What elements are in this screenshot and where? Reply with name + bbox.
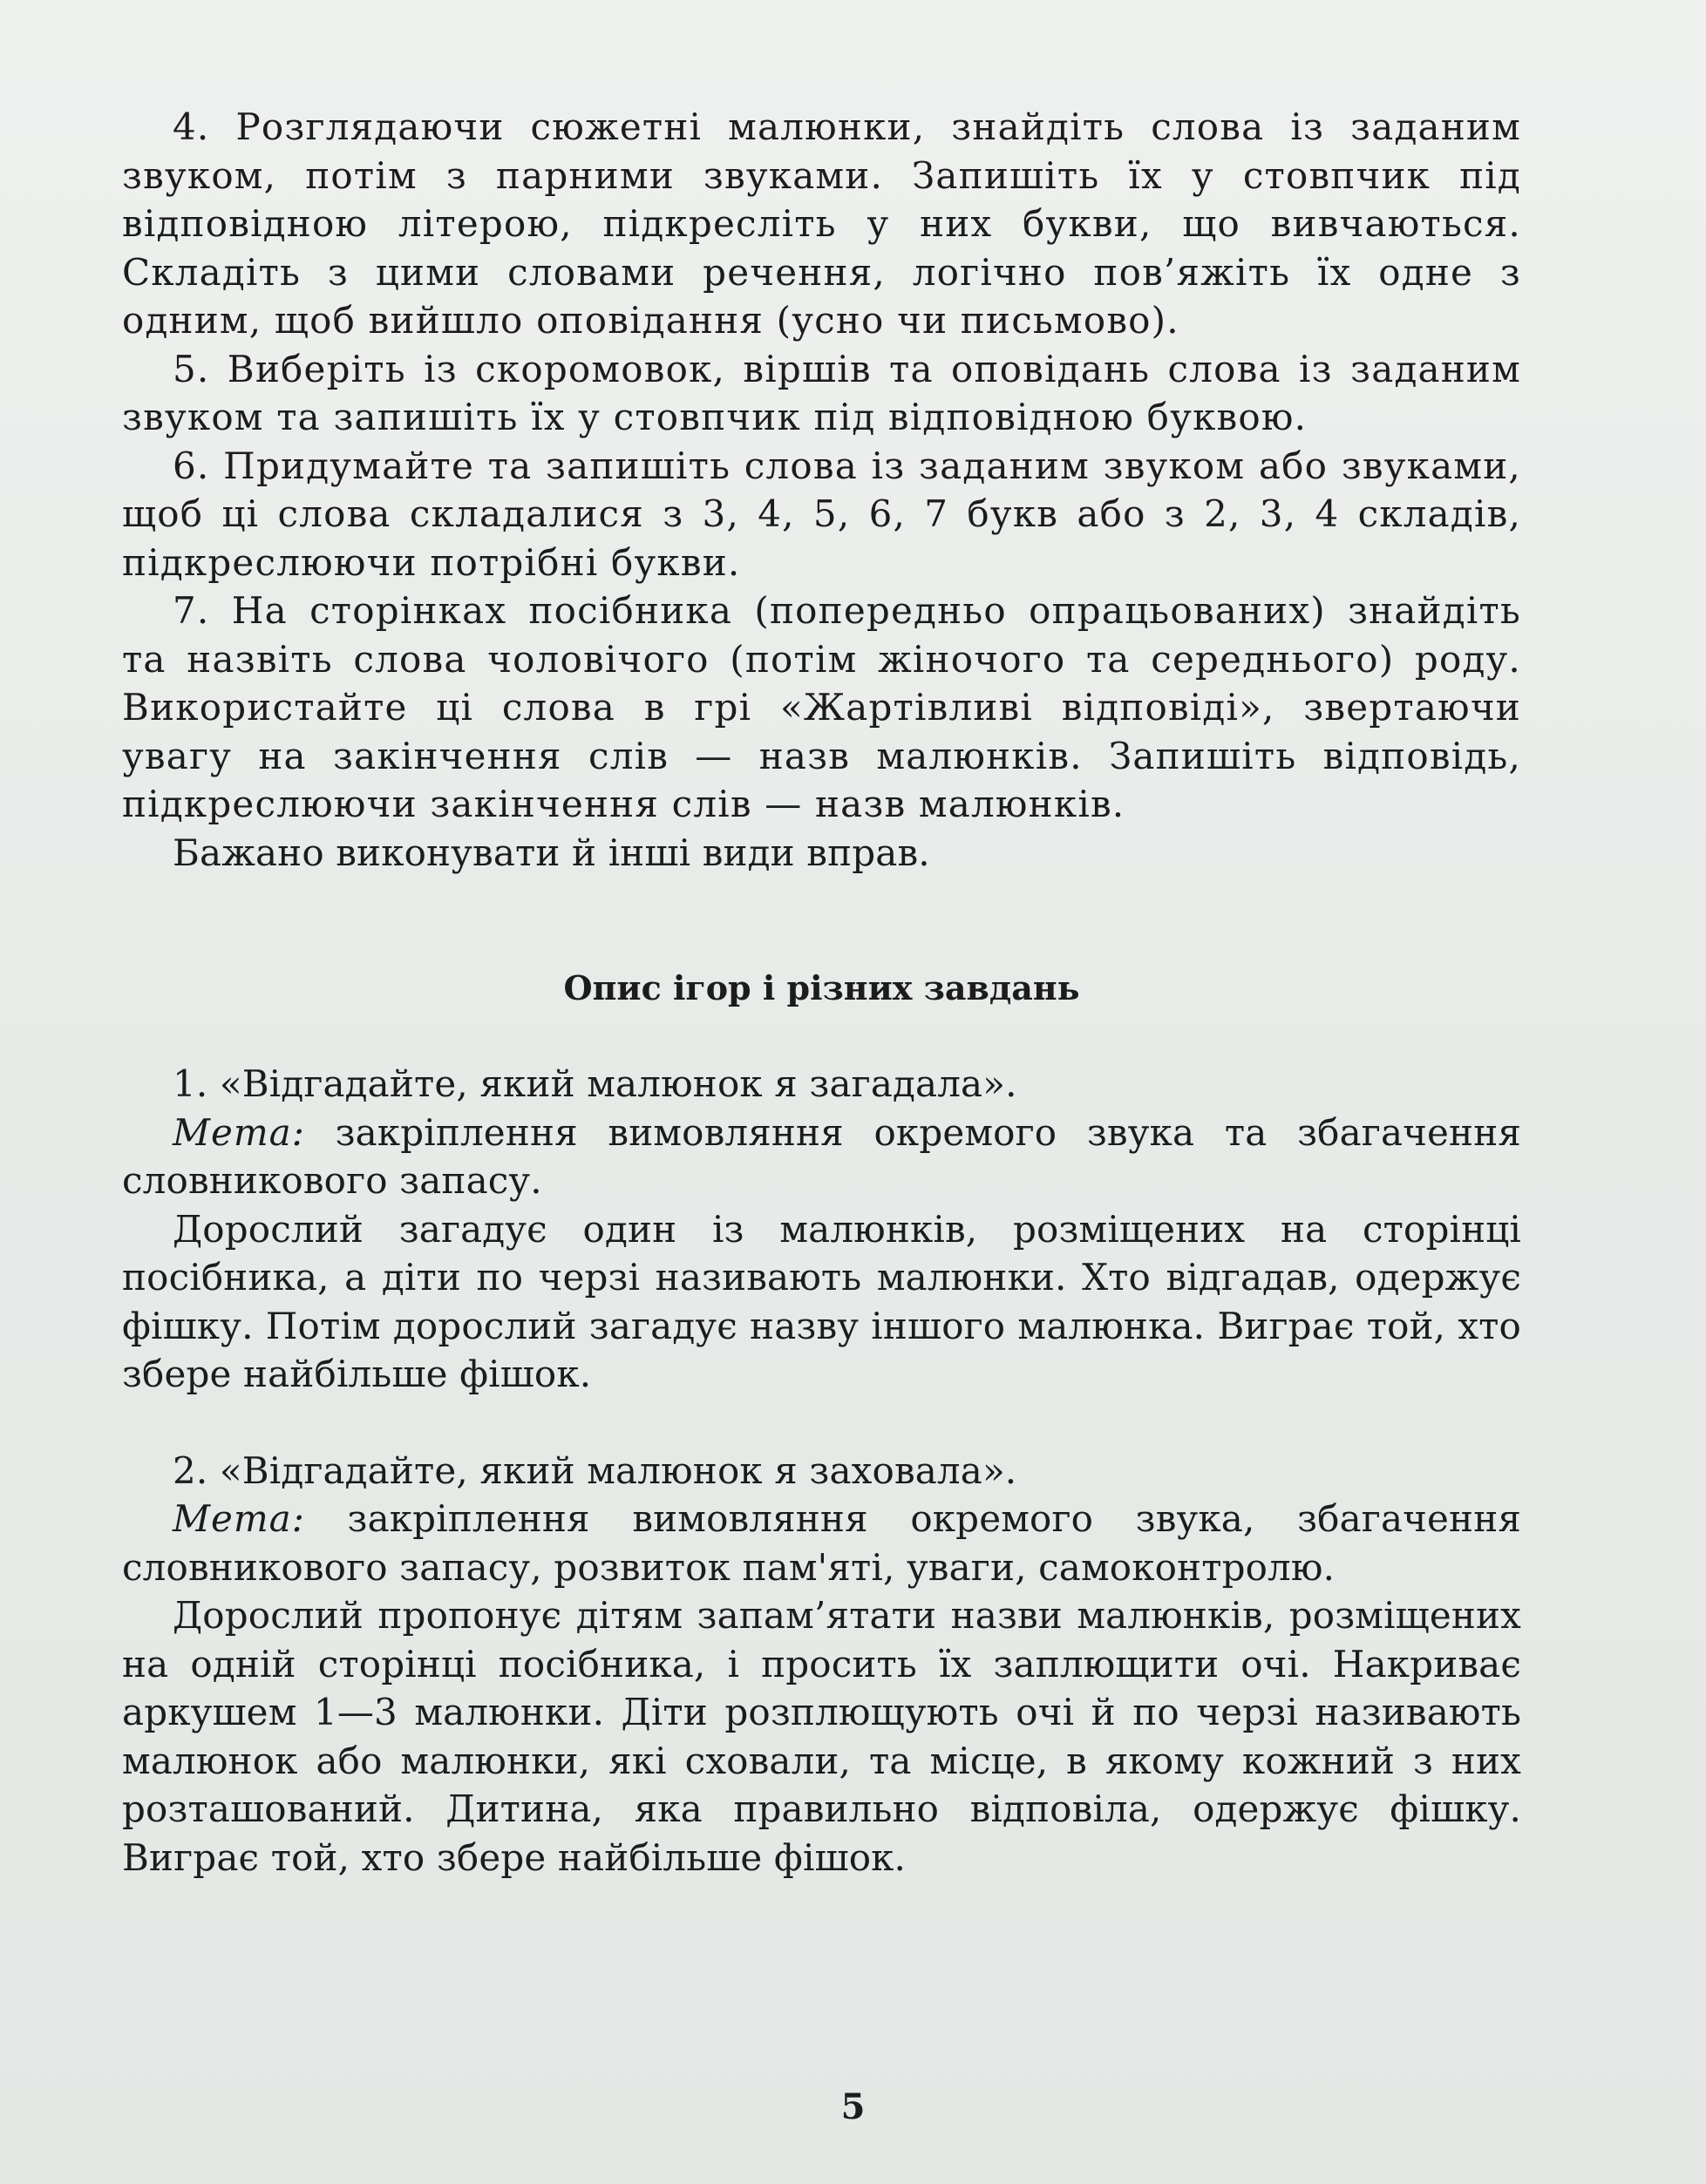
paragraph-exercise-4: 4. Розглядаючи сюжетні малюнки, знайдіть слова із заданим звуком, потім з парними звуками. Запишіть їх у стовпчик під відповідною літерою, підкресліть у них букви, що вивчаються. Складіть з цими словами речення, логічно пов’яжіть їх одне з одним, щоб вийшло оповідання (усно чи письмово). <box>122 105 1521 342</box>
goal-text: закріплення вимовляння окремого звука, збагачення словникового запасу, розвиток пам'яті, уваги, самоконтролю. <box>122 1497 1521 1589</box>
game-2-title: 2. «Відгадайте, який малюнок я заховала». <box>173 1448 1017 1492</box>
game-1-description: Дорослий загадує один із малюнків, розміщених на сторінці посібника, а діти по черзі називають малюнки. Хто відгадав, одержує фішку. Потім дорослий загадує назву іншого малюнка. Виграє той, хто збере найбільше фішок. <box>122 1207 1521 1395</box>
paragraph-exercise-5: 5. Виберіть із скоромовок, віршів та оповідань слова із заданим звуком та запишіть їх у стовпчик під відповідною буквою. <box>122 347 1521 438</box>
game-1-title: 1. «Відгадайте, який малюнок я загадала». <box>173 1062 1017 1105</box>
goal-text: закріплення вимовляння окремого звука та збагачення словникового запасу. <box>122 1110 1521 1202</box>
page-content <box>122 103 1521 1882</box>
paragraph-exercise-6: 6. Придумайте та запишіть слова із заданим звуком або звуками, щоб ці слова складалися з 3, 4, 5, 6, 7 букв або з 2, 3, 4 складів, підкреслюючи потрібні букви. <box>122 444 1521 584</box>
game-2-goal <box>122 1495 1521 1591</box>
paragraph-other-exercises: Бажано виконувати й інші види вправ. <box>173 831 930 874</box>
game-1-goal <box>122 1109 1521 1205</box>
paragraph-exercise-7: 7. На сторінках посібника (попередньо опрацьованих) знайдіть та назвіть слова чоловічого (потім жіночого та середнього) роду. Використайте ці слова в грі «Жартівливі відповіді», звертаючи увагу на закінчення слів — назв малюнків. Запишіть відповідь, підкреслюючи закінчення слів — назв малюнків. <box>122 589 1521 825</box>
game-2-description: Дорослий пропонує дітям запам’ятати назви малюнків, розміщених на одній сторінці посібника, і просить їх заплющити очі. Накриває аркушем 1—3 малюнки. Діти розплющують очі й по черзі називають малюнок або малюнки, які сховали, та місце, в якому кожний з них розташований. Дитина, яка правильно відповіла, одержує фішку. Виграє той, хто збере найбільше фішок. <box>122 1594 1521 1879</box>
page-number: 5 <box>840 2086 866 2127</box>
goal-label: Мета: <box>173 1110 305 1154</box>
goal-label: Мета: <box>173 1497 305 1540</box>
section-heading: Опис ігор і різних завдань <box>563 968 1080 1007</box>
